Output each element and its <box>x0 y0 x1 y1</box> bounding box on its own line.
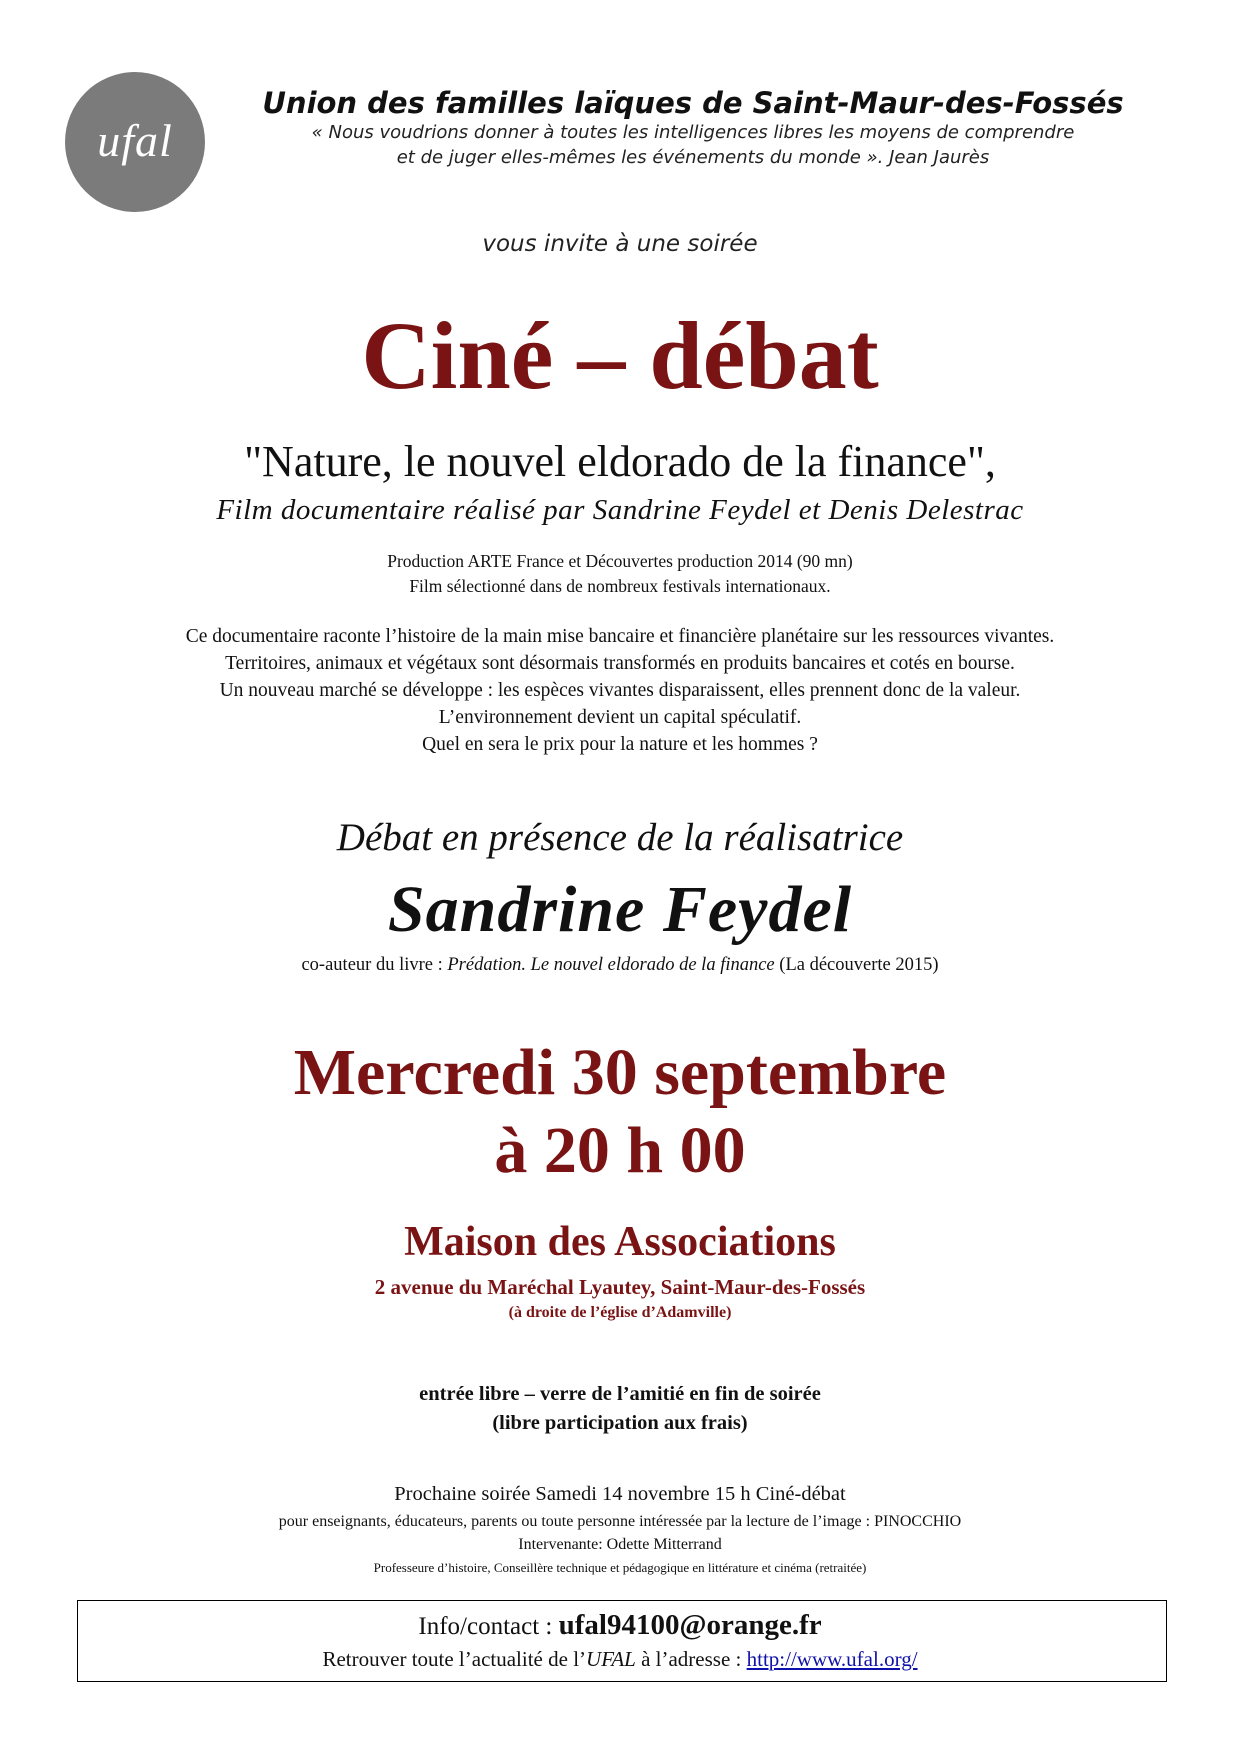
description-line-2: Territoires, animaux et végétaux sont désormais transformés en produits bancaires et cotés en bourse. <box>225 653 1015 674</box>
description-line-3: Un nouveau marché se développe : les espèces vivantes disparaissent, elles prennent donc de la valeur. <box>219 680 1021 701</box>
production-line-1: Production ARTE France et Découvertes production 2014 (90 mn) <box>387 551 853 571</box>
coauthor-prefix: co-auteur du livre : <box>301 955 448 975</box>
quote-line-1: « Nous voudrions donner à toutes les intelligences libres les moyens de comprendre <box>311 122 1075 143</box>
event-title: Ciné – débat <box>361 302 879 409</box>
event-time: à 20 h 00 <box>494 1114 746 1187</box>
logo-text: ufal <box>97 115 173 166</box>
next-event-line-3: Intervenante: Odette Mitterrand <box>518 1536 722 1553</box>
description-line-5: Quel en sera le prix pour la nature et les hommes ? <box>422 734 818 755</box>
ufal-logo <box>65 72 205 212</box>
entry-line-2: (libre participation aux frais) <box>492 1412 748 1434</box>
venue-address-note: (à droite de l’église d’Adamville) <box>508 1304 732 1321</box>
organization-name: Union des familles laïques de Saint-Maur-des-Fossés <box>262 86 1124 120</box>
production-line-2: Film sélectionné dans de nombreux festivals internationaux. <box>409 576 831 596</box>
website-line <box>0 1647 1240 1672</box>
website-org: UFAL <box>586 1647 636 1671</box>
debate-intro: Débat en présence de la réalisatrice <box>336 816 904 859</box>
next-event-line-4: Professeure d’histoire, Conseillère technique et pédagogique en littérature et cinéma (retraitée) <box>373 1560 867 1575</box>
quote-line-2: et de juger elles-mêmes les événements du monde ». Jean Jaurès <box>396 147 990 168</box>
venue-address: 2 avenue du Maréchal Lyautey, Saint-Maur-des-Fossés <box>374 1275 866 1299</box>
venue-name: Maison des Associations <box>404 1219 836 1265</box>
entry-line-1: entrée libre – verre de l’amitié en fin de soirée <box>419 1383 821 1405</box>
contact-label: Info/contact : <box>418 1613 559 1640</box>
book-title: Prédation. Le nouvel eldorado de la finance <box>447 955 775 975</box>
guest-name: Sandrine Feydel <box>387 873 853 946</box>
invite-text: vous invite à une soirée <box>482 231 758 257</box>
contact-email[interactable]: ufal94100@orange.fr <box>558 1609 822 1641</box>
website-mid: à l’adresse : <box>635 1647 747 1671</box>
website-link[interactable]: http://www.ufal.org/ <box>746 1647 918 1671</box>
film-title: "Nature, le nouvel eldorado de la finance", <box>244 437 996 486</box>
contact-line <box>0 1609 1240 1642</box>
next-event-line-2: pour enseignants, éducateurs, parents ou toute personne intéressée par la lecture de l’image : PINOCCHIO <box>278 1513 962 1530</box>
book-suffix: (La découverte 2015) <box>774 955 939 975</box>
website-prefix: Retrouver toute l’actualité de l’ <box>322 1647 587 1671</box>
event-date: Mercredi 30 septembre <box>293 1036 947 1109</box>
film-subtitle: Film documentaire réalisé par Sandrine Feydel et Denis Delestrac <box>216 494 1024 526</box>
description-line-1: Ce documentaire raconte l’histoire de la main mise bancaire et financière planétaire sur les ressources vivantes. <box>185 626 1055 647</box>
next-event-line-1: Prochaine soirée Samedi 14 novembre 15 h Ciné-débat <box>394 1483 846 1505</box>
coauthor-line <box>0 955 1240 976</box>
description-line-4: L’environnement devient un capital spéculatif. <box>438 707 802 728</box>
